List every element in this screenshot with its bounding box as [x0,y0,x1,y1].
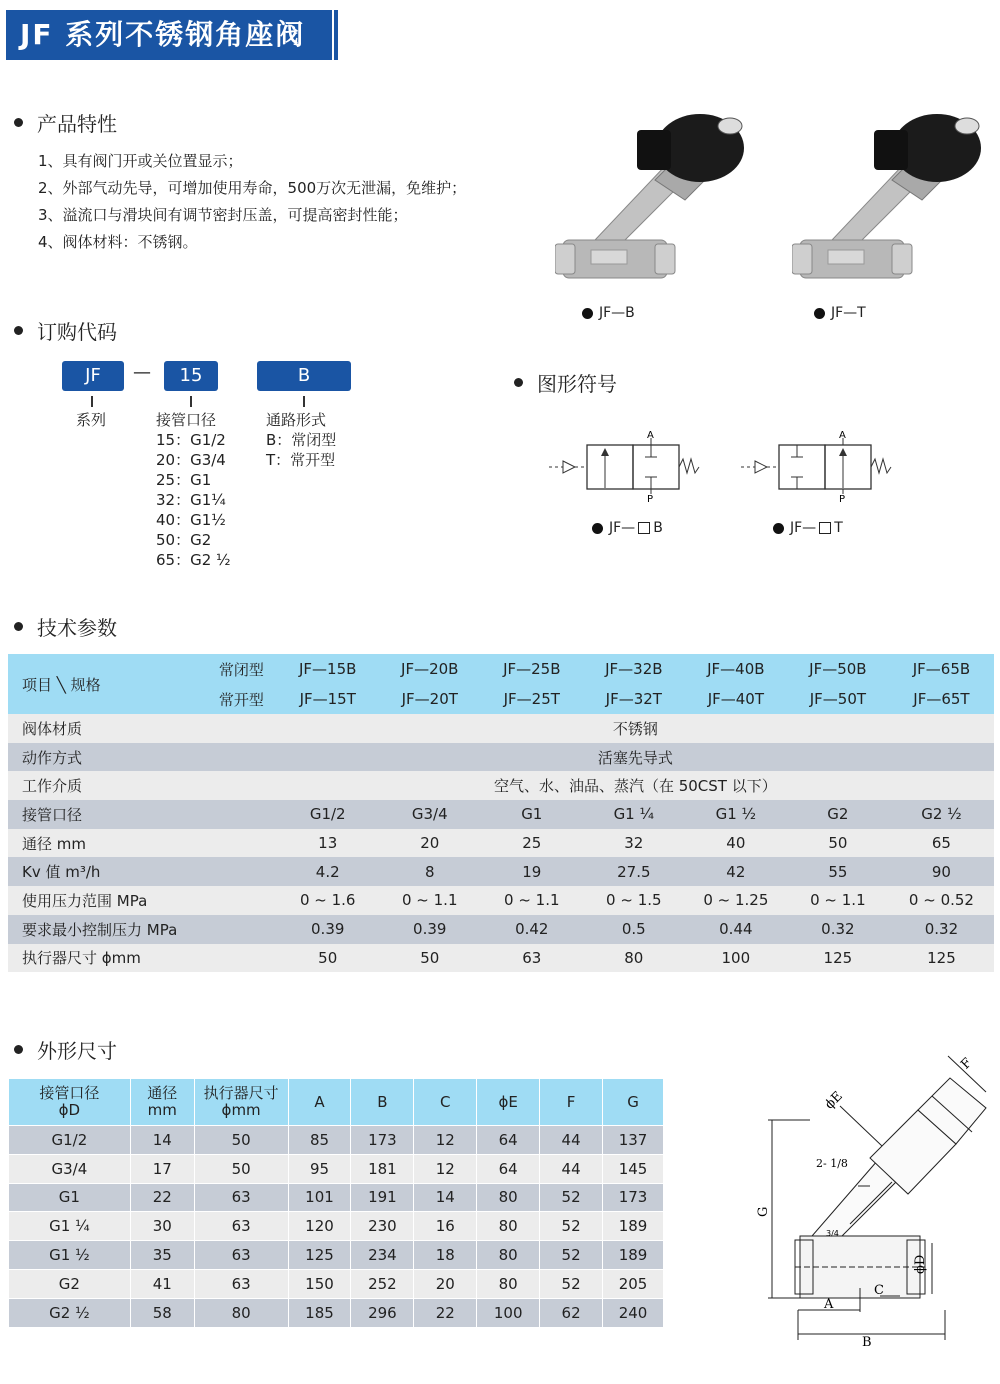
code-col-title: 接管口径 [156,411,217,429]
tech-row-label: 阀体材质 [8,714,277,743]
dims-row [9,1183,664,1212]
dims-cell: 80 [477,1212,540,1241]
symbol-caption-nc [592,520,663,536]
dims-cell: 22 [130,1183,194,1212]
model-cell: JF—20T [379,684,481,714]
dims-cell: 80 [477,1241,540,1270]
tech-cell: 100 [685,944,787,973]
product-image-jf-b [555,100,755,290]
tech-cell: G2 ½ [889,800,994,829]
tech-row-label: 动作方式 [8,743,277,772]
tech-cell: 55 [787,857,889,886]
dims-heading-text: 外形尺寸 [37,1039,117,1063]
label-d: ϕD [913,1254,928,1274]
bullet-icon [514,378,523,387]
code-col-title: 通路形式 [266,411,327,429]
tech-cell: 0 ~ 1.25 [685,886,787,915]
symbol-caption-no [773,520,843,536]
tech-row [8,915,994,944]
port-a-label: A [647,430,654,441]
model-cell: JF—40T [685,684,787,714]
code-box-size: 15 [164,361,218,391]
dimension-drawing [750,1048,990,1353]
tech-cell: 13 [277,829,379,858]
tech-cell: G1 ½ [685,800,787,829]
symbols-heading [514,368,617,397]
tech-row [8,771,994,800]
dims-header-cell: A [288,1079,351,1126]
code-option: 25：G1 [156,471,212,489]
tech-cell: 50 [787,829,889,858]
tech-table [8,654,994,972]
dims-cell: G1/2 [9,1126,131,1155]
label-g: G [756,1206,771,1217]
dims-cell: 12 [414,1126,477,1155]
tech-cell: 125 [787,944,889,973]
tech-cell: 4.2 [277,857,379,886]
symbol-nc [545,430,705,502]
dims-cell: 44 [540,1154,603,1183]
tech-cell: 0 ~ 0.52 [889,886,994,915]
tech-cell: G2 [787,800,889,829]
dims-cell: 189 [603,1241,664,1270]
dims-cell: 125 [288,1241,351,1270]
dims-cell: 189 [603,1212,664,1241]
tech-cell: 80 [583,944,685,973]
dims-cell: 296 [351,1298,414,1327]
code-dash: — [133,362,151,383]
dims-cell: 58 [130,1298,194,1327]
tech-row [8,743,994,772]
dims-cell: 80 [194,1298,288,1327]
tech-row-label: 工作介质 [8,771,277,800]
dims-cell: 145 [603,1154,664,1183]
bullet-icon [14,1045,23,1054]
tech-cell: 63 [481,944,583,973]
label-b: B [862,1335,872,1350]
dims-cell: 150 [288,1269,351,1298]
dims-cell: 234 [351,1241,414,1270]
bullet-icon [14,118,23,127]
tech-row-label: 执行器尺寸 ϕmm [8,944,277,973]
dims-heading [14,1035,117,1064]
code-col-type [266,410,336,470]
tech-row [8,829,994,858]
tech-row-value: 空气、水、油品、蒸汽（在 50CST 以下） [277,771,994,800]
dims-cell: 173 [603,1183,664,1212]
tech-cell: 0.39 [277,915,379,944]
code-box-series: JF [62,361,124,391]
dims-cell: 252 [351,1269,414,1298]
tech-cell: 25 [481,829,583,858]
label-thread: 2- 1/8 [816,1157,848,1170]
tech-cell: 0 ~ 1.1 [379,886,481,915]
code-option: 20：G3/4 [156,451,226,469]
code-tick [190,396,192,407]
label-a: A [824,1297,834,1312]
tech-cell: 125 [889,944,994,973]
tech-cell: 8 [379,857,481,886]
bullet-icon [592,523,603,534]
dims-cell: 35 [130,1241,194,1270]
model-cell: JF—65T [889,684,994,714]
dims-cell: 63 [194,1241,288,1270]
dims-cell: 63 [194,1269,288,1298]
ordering-heading-text: 订购代码 [37,320,117,344]
tech-cell: 65 [889,829,994,858]
tech-cell: 0.44 [685,915,787,944]
dims-cell: G1 ¼ [9,1212,131,1241]
dims-cell: 41 [130,1269,194,1298]
dims-cell: 52 [540,1212,603,1241]
code-option: 50：G2 [156,531,212,549]
dims-cell: 22 [414,1298,477,1327]
dims-cell: 63 [194,1183,288,1212]
port-p-label: P [647,494,654,502]
dims-cell: 64 [477,1126,540,1155]
features-list [38,148,466,256]
bullet-icon [814,308,825,319]
code-col-series: 系列 [76,411,107,429]
dims-cell: 14 [130,1126,194,1155]
dims-cell: 20 [414,1269,477,1298]
dims-table [8,1078,664,1328]
feature-item: 3、溢流口与滑块间有调节密封压盖，可提高密封性能； [38,206,408,224]
code-tick [303,396,305,407]
dims-cell: 63 [194,1212,288,1241]
symbol-caption-prefix: JF— [609,520,636,536]
dims-cell: 101 [288,1183,351,1212]
label-c: C [874,1283,884,1298]
dims-cell: 191 [351,1183,414,1212]
model-cell: JF—15T [277,684,379,714]
dims-header-cell: G [603,1079,664,1126]
code-tick [91,396,93,407]
dims-row [9,1241,664,1270]
dims-header-text: 通径 mm [147,1084,178,1119]
tech-row-value: 活塞先导式 [277,743,994,772]
dims-cell: 30 [130,1212,194,1241]
product-caption-t [814,305,866,321]
dims-cell: 50 [194,1154,288,1183]
dims-cell: 52 [540,1269,603,1298]
tech-cell: 42 [685,857,787,886]
dims-cell: G2 [9,1269,131,1298]
bullet-icon [773,523,784,534]
model-cell: JF—32B [583,654,685,684]
bullet-icon [582,308,593,319]
tech-row [8,714,994,743]
symbol-caption-suffix: B [653,520,663,536]
dims-cell: G2 ½ [9,1298,131,1327]
dims-header-cell [194,1079,288,1126]
tech-cell: 40 [685,829,787,858]
dims-cell: 16 [414,1212,477,1241]
tech-cell: 90 [889,857,994,886]
dims-cell: 100 [477,1298,540,1327]
code-col-size [156,410,231,570]
label-e: ϕE [822,1088,846,1113]
dims-row [9,1269,664,1298]
dims-cell: G3/4 [9,1154,131,1183]
dims-cell: 137 [603,1126,664,1155]
tech-cell: 0.42 [481,915,583,944]
code-box-type: B [257,361,351,391]
tech-cell: 0.39 [379,915,481,944]
port-p-label: P [839,494,846,502]
dims-header-text: 执行器尺寸 ϕmm [203,1084,279,1119]
dims-cell: 52 [540,1183,603,1212]
model-cell: JF—50T [787,684,889,714]
tech-row [8,857,994,886]
tech-row-label: Kv 值 m³/h [8,857,277,886]
dims-header-cell: F [540,1079,603,1126]
bullet-icon [14,622,23,631]
dims-cell: 80 [477,1269,540,1298]
dims-cell: 185 [288,1298,351,1327]
placeholder-square-icon [638,522,650,534]
tech-row-label: 使用压力范围 MPa [8,886,277,915]
symbol-caption-suffix: T [834,520,843,536]
dims-cell: G1 [9,1183,131,1212]
dims-cell: 50 [194,1126,288,1155]
dims-cell: 14 [414,1183,477,1212]
dims-cell: 62 [540,1298,603,1327]
dims-row [9,1212,664,1241]
feature-item: 2、外部气动先导，可增加使用寿命，500万次无泄漏，免维护； [38,179,467,197]
nc-label: 常闭型 [206,654,277,684]
code-option: 65：G2 ½ [156,551,231,569]
tech-cell: 32 [583,829,685,858]
tech-row [8,886,994,915]
dims-cell: 205 [603,1269,664,1298]
symbol-no [737,430,897,502]
model-cell: JF—32T [583,684,685,714]
tech-cell: 0 ~ 1.1 [481,886,583,915]
tech-row [8,944,994,973]
dims-cell: 173 [351,1126,414,1155]
dims-cell: 80 [477,1183,540,1212]
product-image-jf-t [792,100,992,290]
dims-cell: 230 [351,1212,414,1241]
tech-cell: G1 [481,800,583,829]
tech-row-label: 要求最小控制压力 MPa [8,915,277,944]
code-option: T：常开型 [266,451,336,469]
bullet-icon [14,326,23,335]
symbol-caption-prefix: JF— [790,520,817,536]
dims-row [9,1154,664,1183]
model-cell: JF—15B [277,654,379,684]
tech-corner: 项目 ╲ 规格 [8,654,206,714]
tech-cell: G1 ¼ [583,800,685,829]
placeholder-square-icon [819,522,831,534]
features-heading-text: 产品特性 [37,112,117,136]
dims-row [9,1126,664,1155]
dims-row [9,1298,664,1327]
tech-cell: 50 [379,944,481,973]
dims-cell: 18 [414,1241,477,1270]
tech-cell: 0 ~ 1.1 [787,886,889,915]
dims-cell: 17 [130,1154,194,1183]
dims-cell: 64 [477,1154,540,1183]
code-option: 15：G1/2 [156,431,226,449]
dims-header-row [9,1079,664,1126]
tech-row [8,800,994,829]
tech-cell: 0 ~ 1.6 [277,886,379,915]
code-option: 40：G1½ [156,511,226,529]
dims-header-cell [130,1079,194,1126]
model-cell: JF—25T [481,684,583,714]
tech-row-label: 通径 mm [8,829,277,858]
dims-cell: 95 [288,1154,351,1183]
model-cell: JF—50B [787,654,889,684]
ordering-heading [14,316,117,345]
dims-header-cell: B [351,1079,414,1126]
dims-header-text: 接管口径 ϕD [39,1084,100,1119]
tech-cell: G1/2 [277,800,379,829]
no-label: 常开型 [206,684,277,714]
code-option: 32：G1¼ [156,491,226,509]
dims-header-cell [9,1079,131,1126]
label-f: F [958,1055,976,1073]
model-cell: JF—20B [379,654,481,684]
dims-cell: 12 [414,1154,477,1183]
page-title: JF 系列不锈钢角座阀 [6,10,332,60]
tech-cell: 27.5 [583,857,685,886]
tech-cell: 50 [277,944,379,973]
tech-header-row-nc [8,654,994,684]
symbols-heading-text: 图形符号 [537,372,617,396]
tech-heading-text: 技术参数 [37,616,117,640]
tech-row-value: 不锈钢 [277,714,994,743]
tech-cell: 0.32 [787,915,889,944]
tech-cell: G3/4 [379,800,481,829]
feature-item: 1、具有阀门开或关位置显示； [38,152,243,170]
product-caption-text: JF—T [831,305,866,321]
features-heading [14,108,117,137]
dims-cell: G1 ½ [9,1241,131,1270]
tech-cell: 0.32 [889,915,994,944]
tech-cell: 19 [481,857,583,886]
tech-cell: 0.5 [583,915,685,944]
dims-cell: 240 [603,1298,664,1327]
dims-cell: 85 [288,1126,351,1155]
label-port: 3/4 [826,1229,839,1238]
tech-heading [14,612,117,641]
dims-cell: 120 [288,1212,351,1241]
model-cell: JF—40B [685,654,787,684]
dims-header-cell: ϕE [477,1079,540,1126]
model-cell: JF—25B [481,654,583,684]
product-caption-text: JF—B [599,305,635,321]
dims-cell: 44 [540,1126,603,1155]
tech-cell: 20 [379,829,481,858]
port-a-label: A [839,430,846,441]
dims-cell: 181 [351,1154,414,1183]
product-caption-b [582,305,635,321]
dims-cell: 52 [540,1241,603,1270]
feature-item: 4、阀体材料：不锈钢。 [38,233,198,251]
tech-row-label: 接管口径 [8,800,277,829]
title-accent [332,10,338,60]
code-option: B：常闭型 [266,431,337,449]
tech-cell: 0 ~ 1.5 [583,886,685,915]
model-cell: JF—65B [889,654,994,684]
dims-header-cell: C [414,1079,477,1126]
